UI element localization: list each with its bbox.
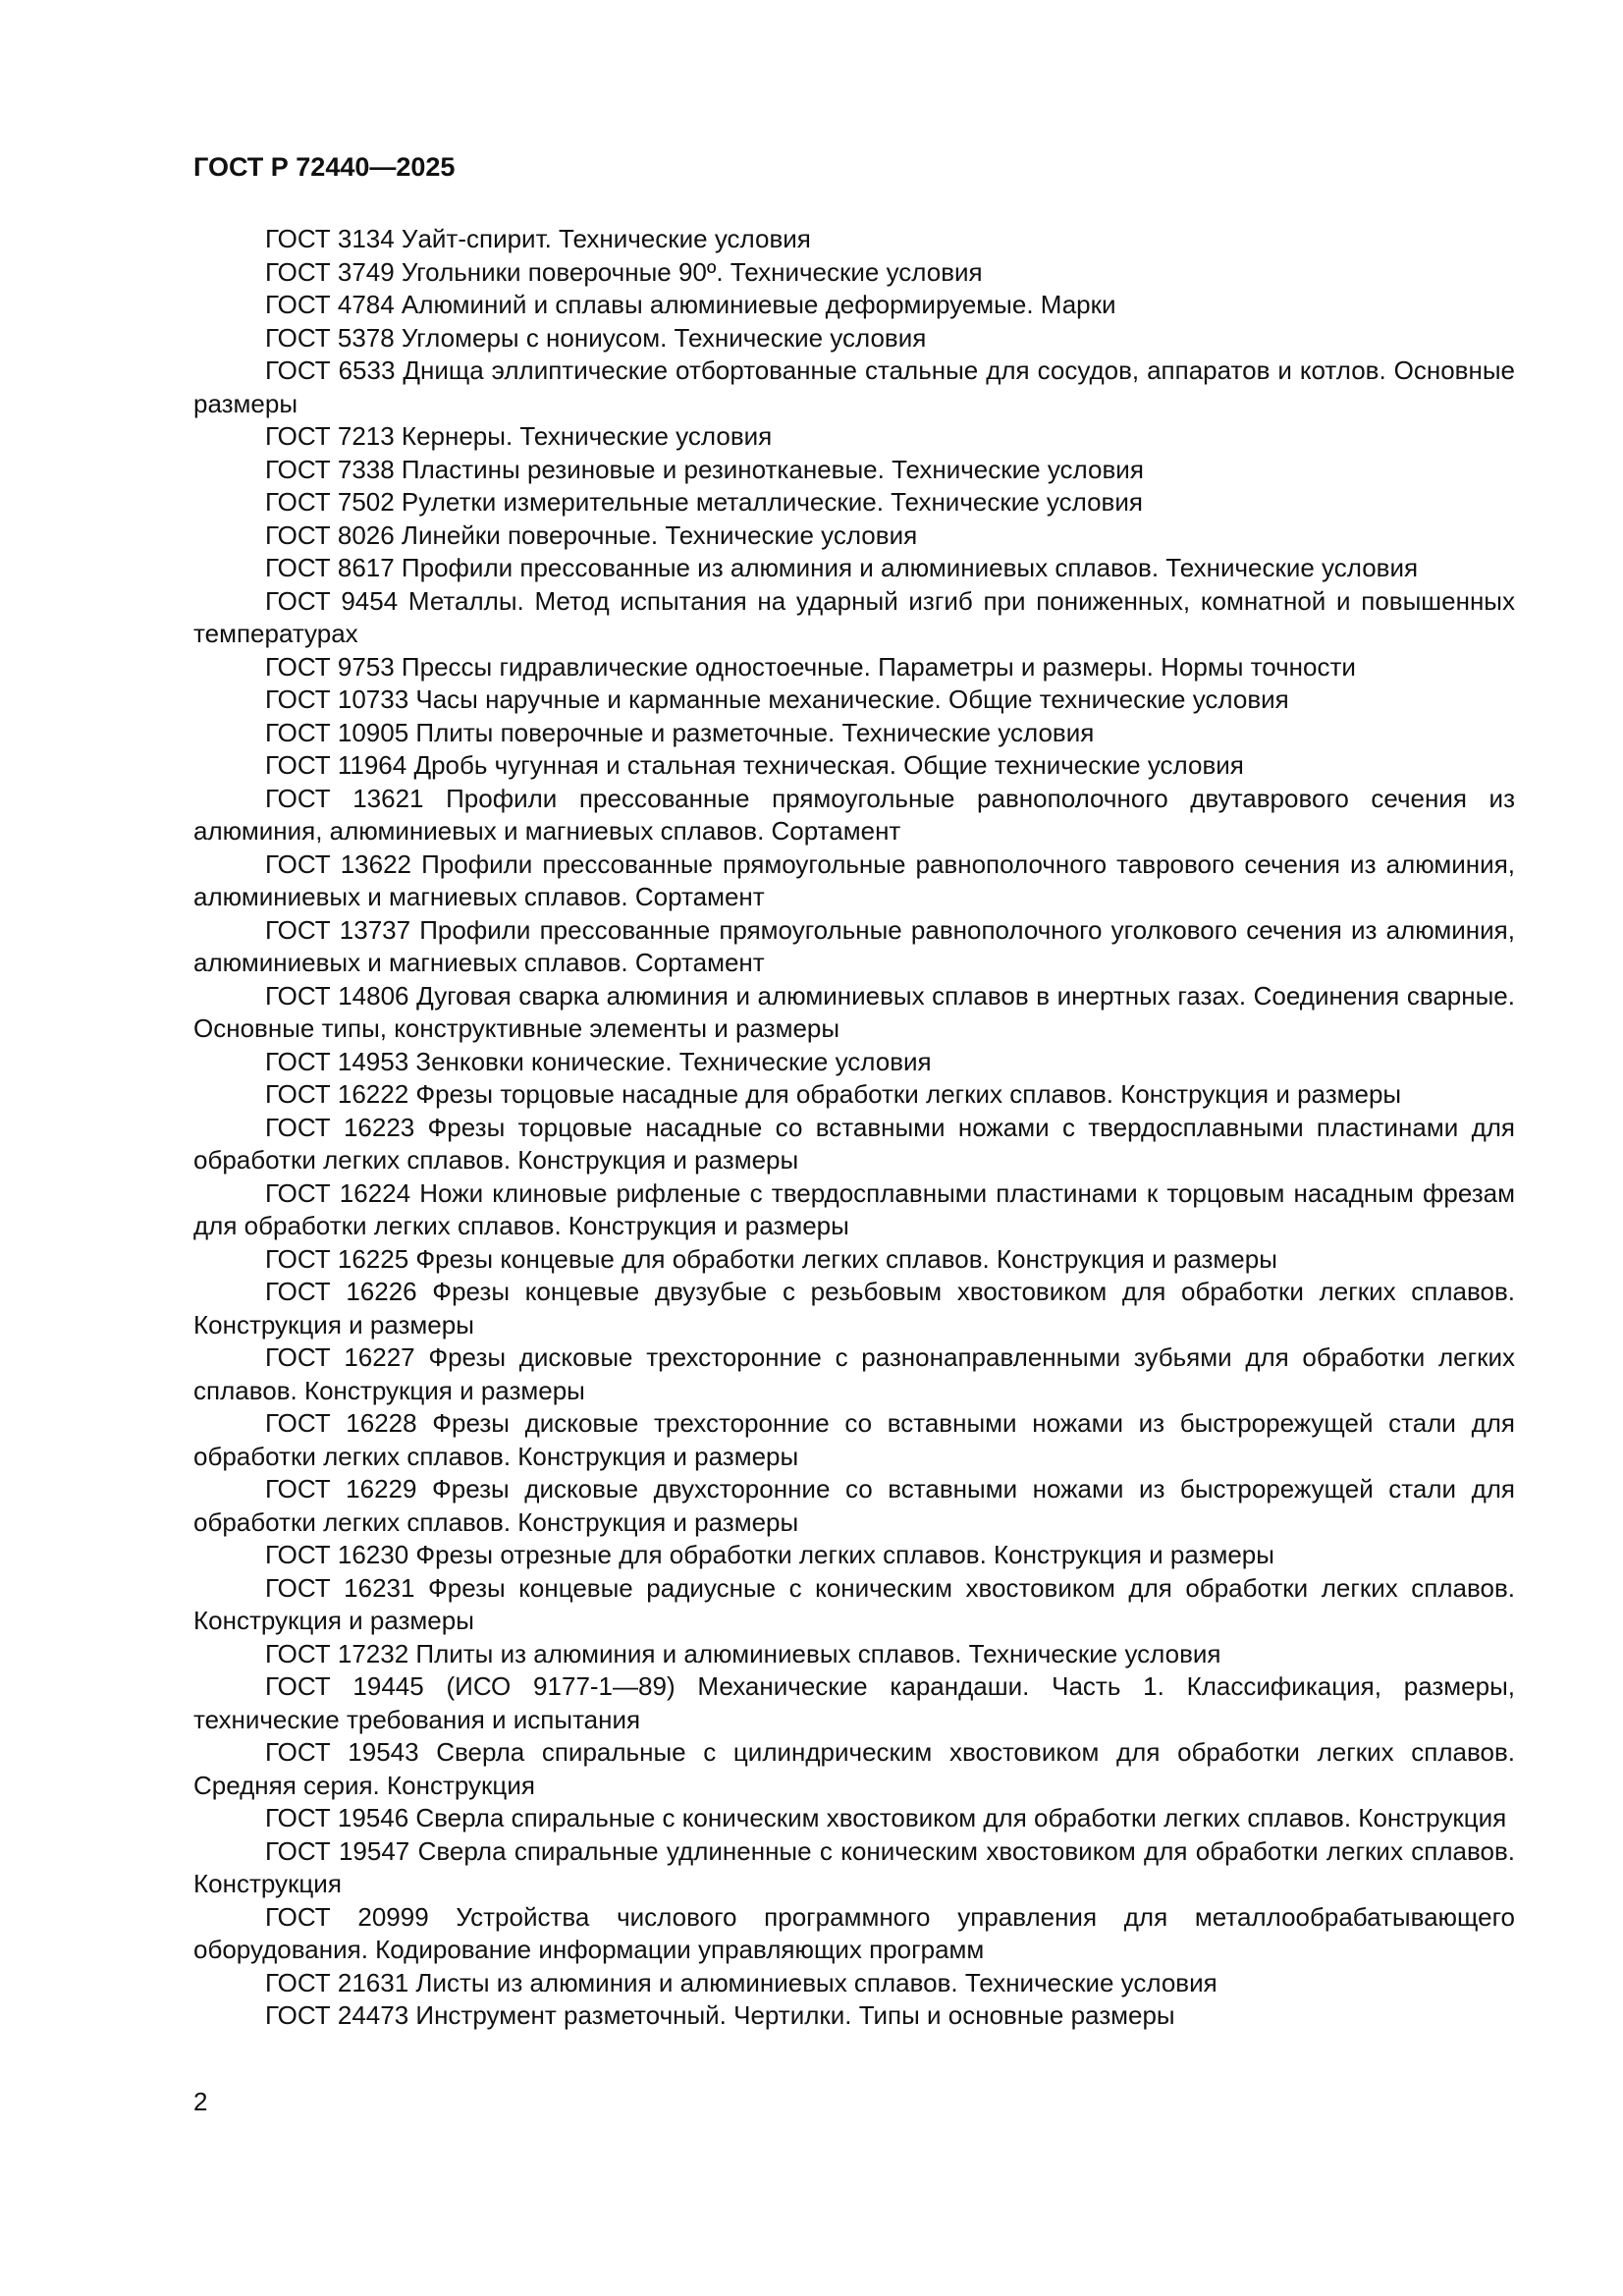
reference-item: ГОСТ 6533 Днища эллиптические отбортованные стальные для сосудов, аппаратов и котлов. Основные размеры [193,355,1515,418]
reference-item: ГОСТ 9753 Прессы гидравлические одностоечные. Параметры и размеры. Нормы точности [265,651,1356,682]
reference-item: ГОСТ 19547 Сверла спиральные удлиненные с коническим хвостовиком для обработки легких сплавов. Конструкция [193,1835,1515,1898]
reference-item: ГОСТ 16222 Фрезы торцовые насадные для обработки легких сплавов. Конструкция и размеры [265,1079,1402,1109]
page-header: ГОСТ Р 72440—2025 [193,152,456,182]
reference-list [193,223,1515,2033]
reference-item: ГОСТ 13622 Профили прессованные прямоугольные равнополочного таврового сечения из алюминия, алюминиевых и магниевых сплавов. Сортамент [193,848,1515,911]
reference-item: ГОСТ 8617 Профили прессованные из алюминия и алюминиевых сплавов. Технические условия [265,553,1419,582]
reference-item: ГОСТ 14953 Зенковки конические. Технические условия [265,1046,932,1076]
reference-item: ГОСТ 14806 Дуговая сварка алюминия и алюминиевых сплавов в инертных газах. Соединения сварные. Основные типы, конструктивные элементы и размеры [193,980,1515,1043]
reference-item: ГОСТ 16226 Фрезы концевые двузубые с резьбовым хвостовиком для обработки легких сплавов. Конструкция и размеры [193,1277,1515,1339]
reference-item: ГОСТ 19543 Сверла спиральные с цилиндрическим хвостовиком для обработки легких сплавов. Средняя серия. Конструкция [193,1737,1515,1800]
reference-item: ГОСТ 7338 Пластины резиновые и резинотканевые. Технические условия [265,454,1144,484]
reference-item: ГОСТ 8026 Линейки поверочные. Технические условия [265,519,918,550]
reference-item: ГОСТ 5378 Угломеры с нониусом. Технические условия [265,322,927,353]
reference-item: ГОСТ 7213 Кернеры. Технические условия [265,421,773,451]
reference-item: ГОСТ 7502 Рулетки измерительные металлические. Технические условия [265,487,1143,517]
reference-item: ГОСТ 11964 Дробь чугунная и стальная техническая. Общие технические условия [265,750,1244,780]
reference-item: ГОСТ 19445 (ИСО 9177-1—89) Механические карандаши. Часть 1. Классификация, размеры, технические требования и испытания [193,1671,1515,1734]
reference-item: ГОСТ 21631 Листы из алюминия и алюминиевых сплавов. Технические условия [265,1967,1217,1997]
reference-item: ГОСТ 16225 Фрезы концевые для обработки легких сплавов. Конструкция и размеры [265,1243,1277,1274]
reference-item: ГОСТ 19546 Сверла спиральные с коническим хвостовиком для обработки легких сплавов. Конструкция [265,1803,1507,1832]
reference-item: ГОСТ 13621 Профили прессованные прямоугольные равнополочного двутаврового сечения из алюминия, алюминиевых и магниевых сплавов. Сортамент [193,783,1515,846]
reference-item: ГОСТ 17232 Плиты из алюминия и алюминиевых сплавов. Технические условия [265,1638,1221,1668]
reference-item: ГОСТ 16227 Фрезы дисковые трехсторонние с разнонаправленными зубьями для обработки легких сплавов. Конструкция и размеры [193,1342,1515,1405]
reference-item: ГОСТ 20999 Устройства числового программного управления для металлообрабатывающего оборудования. Кодирование информации управляющих программ [193,1901,1515,1964]
reference-item: ГОСТ 4784 Алюминий и сплавы алюминиевые деформируемые. Марки [265,290,1116,319]
reference-item: ГОСТ 9454 Металлы. Метод испытания на ударный изгиб при пониженных, комнатной и повышенных температурах [193,585,1515,648]
reference-item: ГОСТ 13737 Профили прессованные прямоугольные равнополочного уголкового сечения из алюминия, алюминиевых и магниевых сплавов. Сортамент [193,914,1515,977]
reference-item: ГОСТ 16223 Фрезы торцовые насадные со вставными ножами с твердосплавными пластинами для обработки легких сплавов. Конструкция и размеры [193,1112,1515,1175]
reference-item: ГОСТ 10733 Часы наручные и карманные механические. Общие технические условия [265,684,1289,714]
reference-item: ГОСТ 16229 Фрезы дисковые двухсторонние со вставными ножами из быстрорежущей стали для обработки легких сплавов. Конструкция и размеры [193,1474,1515,1537]
reference-item: ГОСТ 3749 Угольники поверочные 90º. Технические условия [265,256,983,287]
reference-item: ГОСТ 16230 Фрезы отрезные для обработки легких сплавов. Конструкция и размеры [265,1540,1274,1569]
reference-item: ГОСТ 10905 Плиты поверочные и разметочные. Технические условия [265,717,1095,747]
reference-item: ГОСТ 3134 Уайт-спирит. Технические условия [265,224,811,253]
page-number: 2 [193,2087,208,2116]
reference-item: ГОСТ 16228 Фрезы дисковые трехсторонние со вставными ножами из быстрорежущей стали для обработки легких сплавов. Конструкция и размеры [193,1408,1515,1471]
reference-item: ГОСТ 24473 Инструмент разметочный. Чертилки. Типы и основные размеры [265,2000,1175,2030]
reference-item: ГОСТ 16231 Фрезы концевые радиусные с коническим хвостовиком для обработки легких сплавов. Конструкция и размеры [193,1572,1515,1635]
reference-item: ГОСТ 16224 Ножи клиновые рифленые с твердосплавными пластинами к торцовым насадным фрезам для обработки легких сплавов. Конструкция и размеры [193,1177,1515,1240]
